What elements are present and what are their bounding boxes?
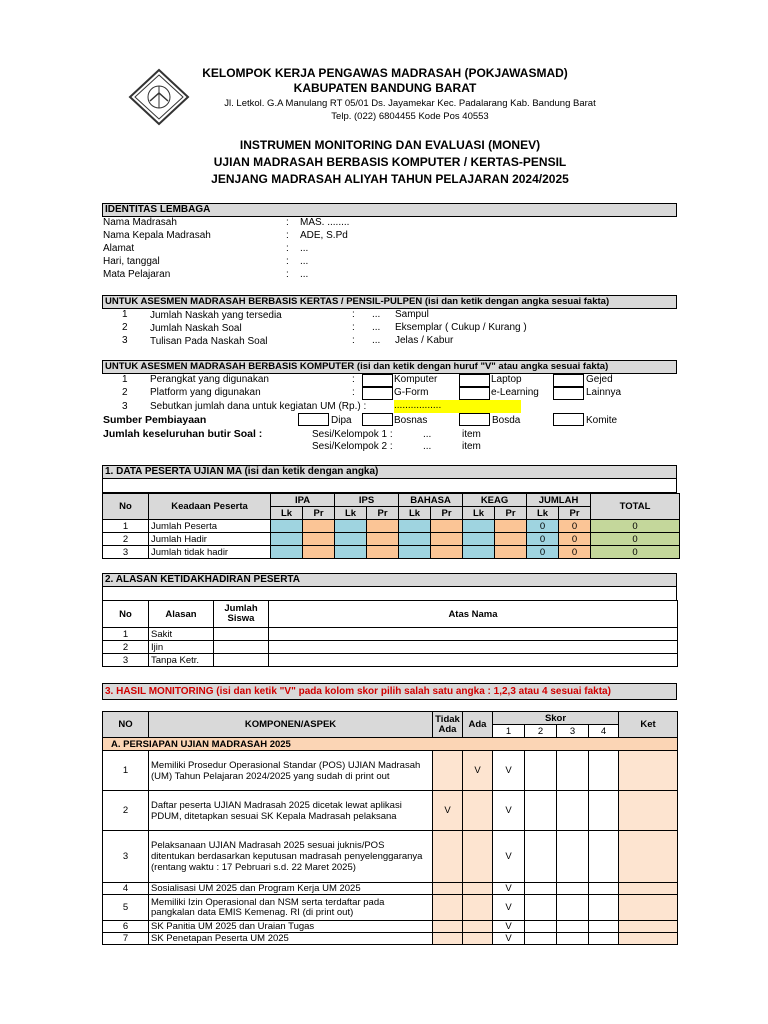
kertas-value: Eksemplar ( Cukup / Kurang ) bbox=[395, 322, 527, 333]
row-number: 3 bbox=[122, 401, 128, 412]
dana-input[interactable]: ................. bbox=[394, 400, 521, 413]
gform-option: G-Form bbox=[394, 387, 429, 398]
ada-cell[interactable] bbox=[463, 831, 493, 883]
row-label: Tanpa Ketr. bbox=[149, 654, 214, 667]
cell-input[interactable] bbox=[463, 533, 495, 546]
colon: : bbox=[352, 335, 355, 346]
skor-cell[interactable] bbox=[589, 831, 619, 883]
perangkat-label: Perangkat yang digunakan bbox=[150, 374, 269, 385]
cell-input[interactable] bbox=[367, 520, 399, 533]
skor-cell[interactable] bbox=[557, 933, 589, 945]
ket-cell[interactable] bbox=[619, 933, 678, 945]
col-total: TOTAL bbox=[591, 494, 680, 520]
cell-input[interactable] bbox=[367, 533, 399, 546]
org-name: KELOMPOK KERJA PENGAWAS MADRASAH (POKJAWASMAD) bbox=[202, 66, 568, 80]
col-komponen: KOMPONEN/ASPEK bbox=[149, 712, 433, 738]
table-row bbox=[103, 628, 678, 641]
tidak-ada-cell[interactable] bbox=[433, 921, 463, 933]
elearning-checkbox[interactable] bbox=[459, 387, 490, 400]
col-jumlah: JUMLAH bbox=[527, 494, 591, 507]
cell-input[interactable] bbox=[335, 533, 367, 546]
cell-input[interactable] bbox=[399, 546, 431, 559]
address: Jl. Letkol. G.A Manulang RT 05/01 Ds. Jayamekar Kec. Padalarang Kab. Bandung Barat bbox=[224, 98, 596, 109]
colon: : bbox=[352, 322, 355, 333]
elearning-option: e-Learning bbox=[491, 387, 539, 398]
cell-input[interactable] bbox=[431, 546, 463, 559]
identitas-value[interactable]: ADE, S.Pd bbox=[300, 230, 348, 241]
tidak-ada-cell[interactable] bbox=[433, 895, 463, 921]
hasil-table bbox=[102, 711, 678, 945]
row-label: Sakit bbox=[149, 628, 214, 641]
col-pr: Pr bbox=[367, 507, 399, 520]
row-number: 1 bbox=[122, 309, 128, 320]
col-pr: Pr bbox=[303, 507, 335, 520]
row-number: 2 bbox=[103, 533, 149, 546]
total-value: 0 bbox=[591, 520, 680, 533]
row-label: Jumlah Peserta bbox=[149, 520, 271, 533]
skor-cell[interactable] bbox=[525, 831, 557, 883]
sesi-2-unit: item bbox=[462, 441, 481, 452]
cell-input[interactable] bbox=[269, 641, 678, 654]
ket-cell[interactable] bbox=[619, 921, 678, 933]
title-line-3: JENJANG MADRASAH ALIYAH TAHUN PELAJARAN 2024/2025 bbox=[211, 172, 569, 186]
cell-input[interactable] bbox=[271, 533, 303, 546]
cell-input[interactable] bbox=[431, 520, 463, 533]
komponen-text: SK Penetapan Peserta UM 2025 bbox=[149, 933, 433, 945]
title-line-1: INSTRUMEN MONITORING DAN EVALUASI (MONEV) bbox=[239, 138, 541, 152]
cell-input[interactable] bbox=[399, 533, 431, 546]
skor-cell[interactable]: V bbox=[493, 831, 525, 883]
table-row bbox=[103, 831, 678, 883]
colon: : bbox=[352, 309, 355, 320]
kertas-label: Jumlah Naskah Soal bbox=[150, 323, 242, 334]
skor-cell[interactable] bbox=[589, 883, 619, 895]
colon: : bbox=[352, 374, 355, 385]
cell-input[interactable] bbox=[495, 546, 527, 559]
identitas-heading: IDENTITAS LEMBAGA bbox=[102, 203, 677, 217]
col-lk: Lk bbox=[271, 507, 303, 520]
jumlah-lk: 0 bbox=[527, 546, 559, 559]
dipa-option: Dipa bbox=[331, 415, 352, 426]
table-row bbox=[103, 641, 678, 654]
jumlah-lk: 0 bbox=[527, 533, 559, 546]
komite-option: Komite bbox=[586, 415, 618, 426]
cell-input[interactable] bbox=[214, 654, 269, 667]
tidak-ada-cell[interactable] bbox=[433, 831, 463, 883]
row-number: 2 bbox=[103, 641, 149, 654]
table-row bbox=[103, 520, 680, 533]
row-number: 3 bbox=[103, 546, 149, 559]
table-row bbox=[103, 654, 678, 667]
col-bahasa: BAHASA bbox=[399, 494, 463, 507]
cell-input[interactable] bbox=[214, 628, 269, 641]
komponen-text: Memiliki Prosedur Operasional Standar (POS) UJIAN Madrasah (UM) Tahun Pelajaran 2024/2025 yang sudah di print out bbox=[149, 751, 433, 791]
row-number: 7 bbox=[103, 933, 149, 945]
cell-input[interactable] bbox=[269, 628, 678, 641]
skor-cell[interactable] bbox=[589, 791, 619, 831]
peserta-spacer bbox=[102, 479, 677, 493]
ket-cell[interactable] bbox=[619, 751, 678, 791]
bosda-checkbox[interactable] bbox=[459, 413, 490, 426]
skor-cell[interactable] bbox=[557, 751, 589, 791]
col-pr: Pr bbox=[559, 507, 591, 520]
identitas-label: Alamat bbox=[103, 243, 135, 254]
identitas-label: Hari, tanggal bbox=[103, 256, 160, 267]
table-row bbox=[103, 533, 680, 546]
skor-2: 2 bbox=[525, 725, 557, 738]
col-lk: Lk bbox=[335, 507, 367, 520]
bosda-option: Bosda bbox=[492, 415, 521, 426]
row-number: 3 bbox=[122, 335, 128, 346]
laptop-option: Laptop bbox=[491, 374, 522, 385]
region-name: KABUPATEN BANDUNG BARAT bbox=[293, 81, 477, 95]
skor-cell[interactable] bbox=[589, 921, 619, 933]
col-skor: Skor bbox=[493, 712, 619, 725]
table-row bbox=[103, 751, 678, 791]
sesi-1-input[interactable]: ... bbox=[423, 429, 432, 440]
gform-checkbox[interactable] bbox=[362, 387, 393, 400]
skor-cell[interactable]: V bbox=[493, 921, 525, 933]
identitas-value[interactable]: MAS. ........ bbox=[300, 217, 350, 228]
skor-cell[interactable] bbox=[525, 751, 557, 791]
identitas-label: Nama Madrasah bbox=[103, 217, 177, 228]
alasan-table bbox=[102, 600, 678, 667]
col-lk: Lk bbox=[527, 507, 559, 520]
row-number: 3 bbox=[103, 831, 149, 883]
kertas-heading: UNTUK ASESMEN MADRASAH BERBASIS KERTAS / PENSIL-PULPEN (isi dan ketik dengan angka sesuai fakta) bbox=[102, 295, 677, 309]
komponen-text: Sosialisasi UM 2025 dan Program Kerja UM 2025 bbox=[149, 883, 433, 895]
skor-cell[interactable] bbox=[589, 933, 619, 945]
kertas-value: Jelas / Kabur bbox=[395, 335, 454, 346]
cell-input[interactable] bbox=[303, 533, 335, 546]
col-tidak-ada: Tidak Ada bbox=[433, 712, 463, 738]
kertas-input[interactable]: ... bbox=[372, 322, 381, 333]
col-no: NO bbox=[103, 712, 149, 738]
komponen-text: Daftar peserta UJIAN Madrasah 2025 dicetak lewat aplikasi PDUM, ditetapkan sesuai SK Kepala Madrasah pelaksana bbox=[149, 791, 433, 831]
ket-cell[interactable] bbox=[619, 831, 678, 883]
bosnas-checkbox[interactable] bbox=[362, 413, 393, 426]
komite-checkbox[interactable] bbox=[553, 413, 584, 426]
identitas-label: Nama Kepala Madrasah bbox=[103, 230, 211, 241]
row-number: 6 bbox=[103, 921, 149, 933]
tidak-ada-cell[interactable] bbox=[433, 933, 463, 945]
table-row bbox=[103, 883, 678, 895]
cell-input[interactable] bbox=[303, 520, 335, 533]
skor-cell[interactable]: V bbox=[493, 791, 525, 831]
bosnas-option: Bosnas bbox=[394, 415, 428, 426]
dipa-checkbox[interactable] bbox=[298, 413, 329, 426]
row-number: 3 bbox=[103, 654, 149, 667]
cell-input[interactable] bbox=[269, 654, 678, 667]
identitas-value[interactable]: ... bbox=[300, 256, 309, 267]
colon: : bbox=[286, 230, 289, 241]
kertas-input[interactable]: ... bbox=[372, 309, 381, 320]
col-lk: Lk bbox=[399, 507, 431, 520]
peserta-table bbox=[102, 493, 680, 559]
col-no: No bbox=[103, 494, 149, 520]
col-ips: IPS bbox=[335, 494, 399, 507]
skor-cell[interactable]: V bbox=[493, 883, 525, 895]
ada-cell[interactable]: V bbox=[463, 751, 493, 791]
table-row bbox=[103, 921, 678, 933]
cell-input[interactable] bbox=[271, 546, 303, 559]
cell-input[interactable] bbox=[431, 533, 463, 546]
title-line-2: UJIAN MADRASAH BERBASIS KOMPUTER / KERTAS-PENSIL bbox=[213, 155, 567, 169]
row-number: 1 bbox=[122, 374, 128, 385]
komponen-text: Pelaksanaan UJIAN Madrasah 2025 sesuai juknis/POS ditentukan berdasarkan keputusan madrasah penyelenggaranya (rentang waktu : 17 Pebruari s.d. 22 Maret 2025) bbox=[149, 831, 433, 883]
cell-input[interactable] bbox=[495, 533, 527, 546]
identitas-value[interactable]: ... bbox=[300, 269, 309, 280]
col-ipa: IPA bbox=[271, 494, 335, 507]
komponen-text: SK Panitia UM 2025 dan Uraian Tugas bbox=[149, 921, 433, 933]
colon: : bbox=[286, 243, 289, 254]
ada-cell[interactable] bbox=[463, 933, 493, 945]
cell-input[interactable] bbox=[335, 520, 367, 533]
hasil-heading: 3. HASIL MONITORING (isi dan ketik "V" pada kolom skor pilih salah satu angka : 1,2,3 atau 4 sesuai fakta) bbox=[102, 683, 677, 700]
butir-label: Jumlah keseluruhan butir Soal : bbox=[103, 428, 263, 440]
total-value: 0 bbox=[591, 546, 680, 559]
skor-cell[interactable] bbox=[525, 921, 557, 933]
komputer-heading: UNTUK ASESMEN MADRASAH BERBASIS KOMPUTER (isi dan ketik dengan huruf "V" atau angka sesuai fakta) bbox=[102, 360, 677, 374]
tidak-ada-cell[interactable] bbox=[433, 883, 463, 895]
colon: : bbox=[286, 217, 289, 228]
ada-cell[interactable] bbox=[463, 921, 493, 933]
kertas-label: Jumlah Naskah yang tersedia bbox=[150, 310, 282, 321]
row-number: 2 bbox=[122, 387, 128, 398]
sumber-label: Sumber Pembiayaan bbox=[103, 414, 207, 426]
gejed-option: Gejed bbox=[586, 374, 613, 385]
skor-cell[interactable] bbox=[589, 895, 619, 921]
alasan-spacer bbox=[102, 587, 677, 600]
col-no: No bbox=[103, 601, 149, 628]
row-number: 5 bbox=[103, 895, 149, 921]
identitas-value[interactable]: ... bbox=[300, 243, 309, 254]
phone: Telp. (022) 6804455 Kode Pos 40553 bbox=[331, 111, 489, 122]
ada-cell[interactable] bbox=[463, 883, 493, 895]
skor-cell[interactable]: V bbox=[493, 933, 525, 945]
komputer-checkbox[interactable] bbox=[362, 374, 393, 387]
skor-cell[interactable] bbox=[557, 883, 589, 895]
skor-4: 4 bbox=[589, 725, 619, 738]
dana-label: Sebutkan jumlah dana untuk kegiatan UM (Rp.) : bbox=[150, 401, 367, 412]
skor-cell[interactable] bbox=[525, 883, 557, 895]
laptop-checkbox[interactable] bbox=[459, 374, 490, 387]
gejed-checkbox[interactable] bbox=[553, 374, 584, 387]
table-row bbox=[103, 895, 678, 921]
cell-input[interactable] bbox=[463, 520, 495, 533]
skor-cell[interactable]: V bbox=[493, 895, 525, 921]
row-number: 1 bbox=[103, 751, 149, 791]
skor-cell[interactable] bbox=[589, 751, 619, 791]
col-atas-nama: Atas Nama bbox=[269, 601, 678, 628]
table-row bbox=[103, 546, 680, 559]
identitas-label: Mata Pelajaran bbox=[103, 269, 171, 280]
ket-cell[interactable] bbox=[619, 791, 678, 831]
cell-input[interactable] bbox=[367, 546, 399, 559]
skor-cell[interactable]: V bbox=[493, 751, 525, 791]
skor-cell[interactable] bbox=[557, 921, 589, 933]
col-ket: Ket bbox=[619, 712, 678, 738]
row-label: Jumlah tidak hadir bbox=[149, 546, 271, 559]
ket-cell[interactable] bbox=[619, 895, 678, 921]
table-row bbox=[103, 791, 678, 831]
col-jumlah-siswa: Jumlah Siswa bbox=[214, 601, 269, 628]
komputer-option: Komputer bbox=[394, 374, 438, 385]
tidak-ada-cell[interactable] bbox=[433, 751, 463, 791]
kertas-input[interactable]: ... bbox=[372, 335, 381, 346]
jumlah-lk: 0 bbox=[527, 520, 559, 533]
row-number: 2 bbox=[103, 791, 149, 831]
sesi-1-label: Sesi/Kelompok 1 : bbox=[312, 429, 393, 440]
platform-label: Platform yang digunakan bbox=[150, 387, 261, 398]
alasan-heading: 2. ALASAN KETIDAKHADIRAN PESERTA bbox=[102, 573, 677, 587]
row-number: 2 bbox=[122, 322, 128, 333]
col-ada: Ada bbox=[463, 712, 493, 738]
row-label: Jumlah Hadir bbox=[149, 533, 271, 546]
kertas-label: Tulisan Pada Naskah Soal bbox=[150, 336, 268, 347]
cell-input[interactable] bbox=[271, 520, 303, 533]
colon: : bbox=[286, 269, 289, 280]
ada-cell[interactable] bbox=[463, 791, 493, 831]
skor-1: 1 bbox=[493, 725, 525, 738]
cell-input[interactable] bbox=[303, 546, 335, 559]
section-heading: A. PERSIAPAN UJIAN MADRASAH 2025 bbox=[103, 738, 678, 751]
col-pr: Pr bbox=[431, 507, 463, 520]
sesi-2-label: Sesi/Kelompok 2 : bbox=[312, 441, 393, 452]
cell-input[interactable] bbox=[335, 546, 367, 559]
kertas-value: Sampul bbox=[395, 309, 429, 320]
col-alasan: Alasan bbox=[149, 601, 214, 628]
tidak-ada-cell[interactable]: V bbox=[433, 791, 463, 831]
komponen-text: Memiliki Izin Operasional dan NSM serta terdaftar pada pangkalan data EMIS Kemenag. RI (di print out) bbox=[149, 895, 433, 921]
jumlah-pr: 0 bbox=[559, 520, 591, 533]
row-number: 1 bbox=[103, 628, 149, 641]
lainnya-option: Lainnya bbox=[586, 387, 622, 398]
cell-input[interactable] bbox=[495, 520, 527, 533]
sesi-1-unit: item bbox=[462, 429, 481, 440]
lainnya-checkbox[interactable] bbox=[553, 387, 584, 400]
col-keag: KEAG bbox=[463, 494, 527, 507]
colon: : bbox=[352, 387, 355, 398]
skor-cell[interactable] bbox=[525, 895, 557, 921]
col-pr: Pr bbox=[495, 507, 527, 520]
ket-cell[interactable] bbox=[619, 883, 678, 895]
col-keadaan: Keadaan Peserta bbox=[149, 494, 271, 520]
skor-cell[interactable] bbox=[557, 895, 589, 921]
ada-cell[interactable] bbox=[463, 895, 493, 921]
jumlah-pr: 0 bbox=[559, 546, 591, 559]
skor-3: 3 bbox=[557, 725, 589, 738]
cell-input[interactable] bbox=[463, 546, 495, 559]
jumlah-pr: 0 bbox=[559, 533, 591, 546]
total-value: 0 bbox=[591, 533, 680, 546]
cell-input[interactable] bbox=[399, 520, 431, 533]
skor-cell[interactable] bbox=[525, 933, 557, 945]
row-number: 4 bbox=[103, 883, 149, 895]
table-row bbox=[103, 933, 678, 945]
skor-cell[interactable] bbox=[557, 831, 589, 883]
skor-cell[interactable] bbox=[525, 791, 557, 831]
sesi-2-input[interactable]: ... bbox=[423, 441, 432, 452]
skor-cell[interactable] bbox=[557, 791, 589, 831]
colon: : bbox=[286, 256, 289, 267]
row-label: Ijin bbox=[149, 641, 214, 654]
col-lk: Lk bbox=[463, 507, 495, 520]
cell-input[interactable] bbox=[214, 641, 269, 654]
row-number: 1 bbox=[103, 520, 149, 533]
peserta-heading: 1. DATA PESERTA UJIAN MA (isi dan ketik dengan angka) bbox=[102, 465, 677, 479]
